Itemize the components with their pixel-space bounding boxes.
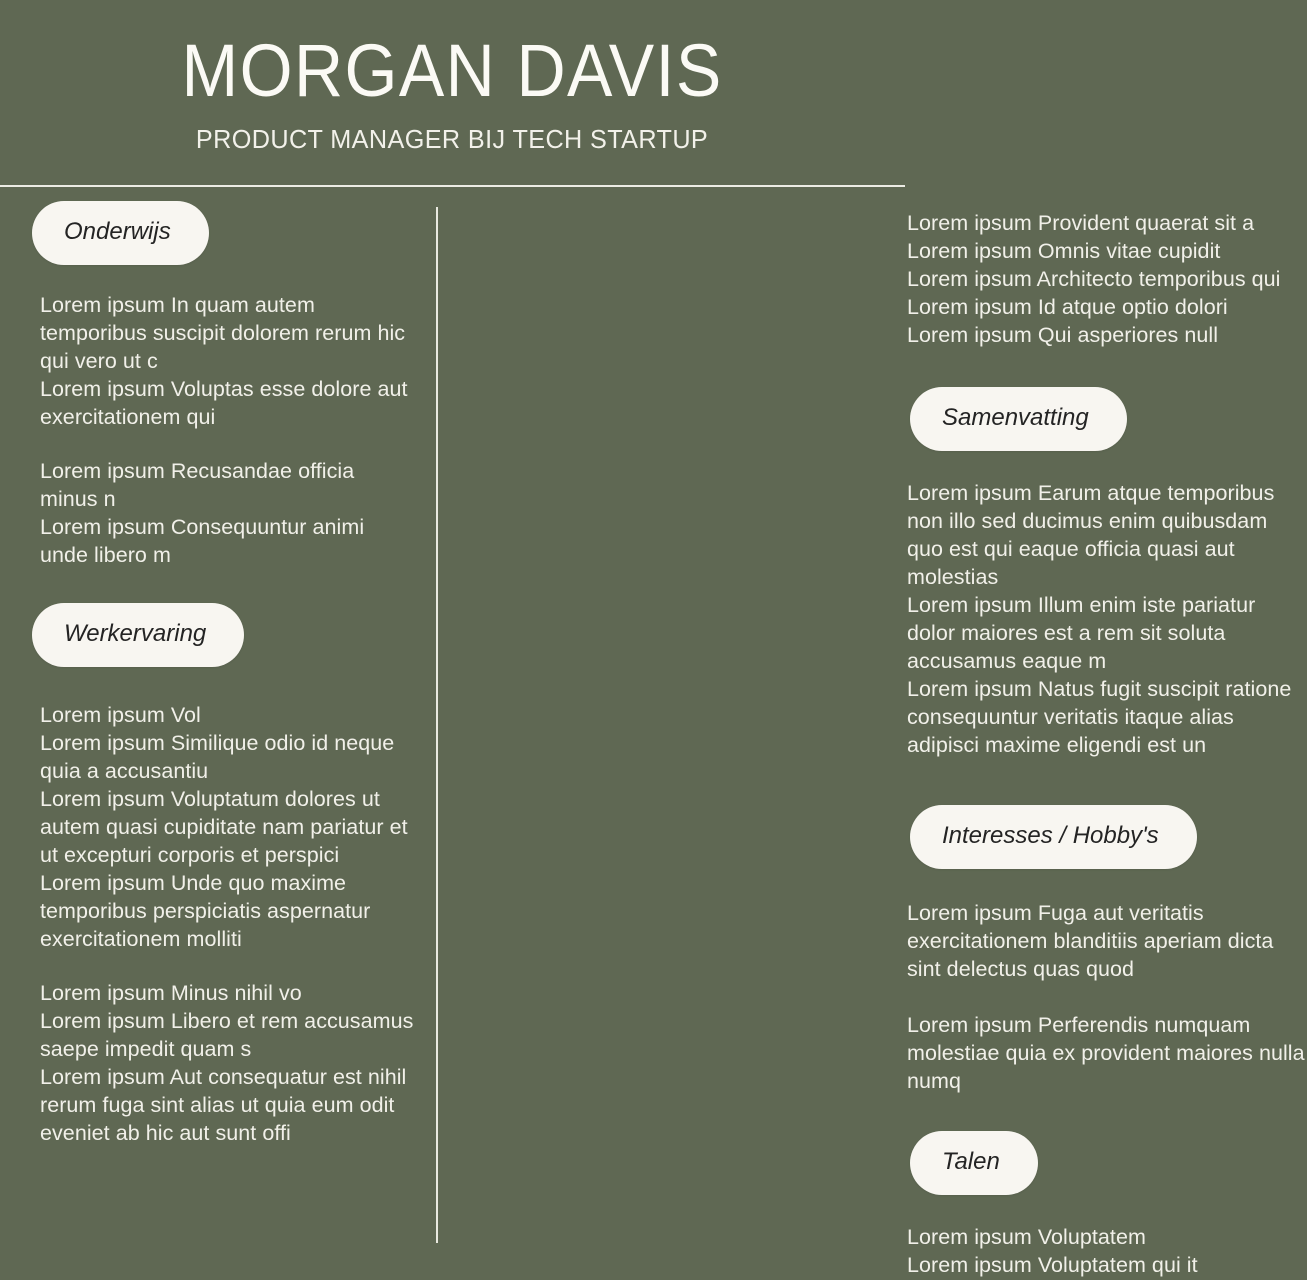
entry-line: Lorem ipsum Voluptatem: [907, 1225, 1146, 1249]
section-talen: [437, 1095, 1198, 1279]
entry-line: Lorem ipsum Architecto temporibus qui: [907, 267, 1281, 291]
entry-line: Lorem ipsum Fuga aut veritatis exercitationem blanditiis aperiam dicta sint delectus quas quod: [907, 901, 1274, 981]
entry-line: Lorem ipsum Consequuntur animi unde libero m: [40, 515, 365, 567]
entry-line: Lorem ipsum Recusandae officia minus n: [40, 459, 355, 511]
entry-line: Lorem ipsum Similique odio id neque quia a accusantiu: [40, 731, 395, 783]
section-body: [907, 1011, 1307, 1095]
entry-line: Lorem ipsum Aut consequatur est nihil rerum fuga sint alias ut quia eum odit eveniet ab hic aut sunt offi: [40, 1065, 407, 1145]
entry-line: Lorem ipsum Voluptatum dolores ut autem quasi cupiditate nam pariatur et ut excepturi corporis et perspici: [40, 787, 408, 867]
entry-line: Lorem ipsum Voluptas esse dolore aut exercitationem qui: [40, 377, 408, 429]
entry-line: Lorem ipsum In quam autem temporibus suscipit dolorem rerum hic qui vero ut c: [40, 293, 406, 373]
entry-line: Lorem ipsum Provident quaerat sit a: [907, 211, 1255, 235]
entry-line: Lorem ipsum Omnis vitae cupidit: [907, 239, 1221, 263]
entry-line: Lorem ipsum Perferendis numquam molestiae quia ex provident maiores nulla numq: [907, 1013, 1305, 1093]
section-heading-interesses[interactable]: Interesses / Hobby's: [910, 805, 1197, 869]
section-onderwijs: [0, 187, 436, 569]
resume-header: [0, 0, 905, 187]
entry-line: Lorem ipsum Voluptatem qui it: [907, 1253, 1198, 1277]
section-heading-samenvatting[interactable]: Samenvatting: [910, 387, 1127, 451]
section-body: [40, 291, 415, 431]
entry-line: Lorem ipsum Qui asperiores null: [907, 323, 1219, 347]
section-body: [40, 979, 415, 1147]
job-subtitle: PRODUCT MANAGER BIJ TECH STARTUP: [196, 124, 709, 154]
entry-line: Lorem ipsum Vol: [40, 703, 201, 727]
entry-line: Lorem ipsum Natus fugit suscipit ratione consequuntur veritatis itaque alias adipisci maxime eligendi est un: [907, 677, 1292, 757]
section-body: [907, 1223, 1307, 1279]
section-body: [907, 899, 1307, 983]
section-interesses: [437, 759, 1305, 1095]
section-body: [40, 457, 415, 569]
section-body: [40, 701, 415, 953]
right-column: [437, 187, 1305, 1279]
entry-line: Lorem ipsum Illum enim iste pariatur dolor maiores est a rem sit soluta accusamus eaque m: [907, 593, 1256, 673]
entry-line: Lorem ipsum Minus nihil vo: [40, 981, 302, 1005]
page-title: MORGAN DAVIS: [181, 29, 724, 112]
section-samenvatting: [437, 349, 1292, 759]
left-column: [0, 187, 436, 1147]
entry-line: Lorem ipsum Earum atque temporibus non illo sed ducimus enim quibusdam quo est qui eaque officia quasi aut molestias: [907, 481, 1275, 589]
section-heading-werkervaring[interactable]: Werkervaring: [32, 603, 244, 667]
section-werkervaring: [0, 569, 436, 1147]
skills-list: [907, 209, 1307, 349]
section-body: [907, 479, 1307, 759]
section-heading-onderwijs[interactable]: Onderwijs: [32, 201, 209, 265]
entry-line: Lorem ipsum Id atque optio dolori: [907, 295, 1228, 319]
section-heading-talen[interactable]: Talen: [910, 1131, 1038, 1195]
entry-line: Lorem ipsum Libero et rem accusamus saepe impedit quam s: [40, 1009, 414, 1061]
resume-body: [0, 187, 1305, 1280]
entry-line: Lorem ipsum Unde quo maxime temporibus perspiciatis aspernatur exercitationem molliti: [40, 871, 371, 951]
